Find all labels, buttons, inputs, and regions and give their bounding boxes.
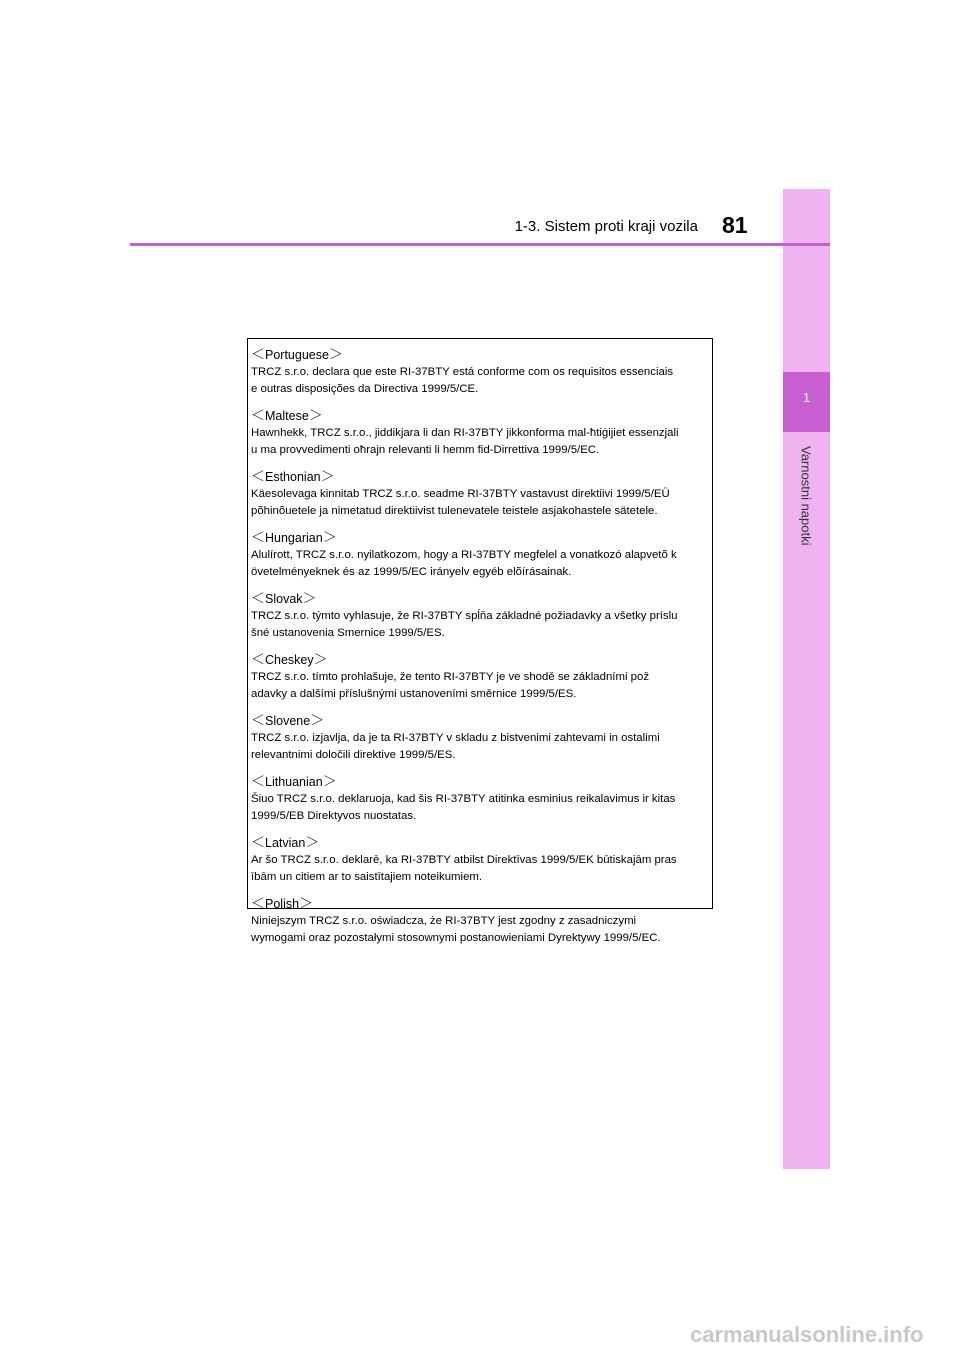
language-heading: ＜Portuguese＞ [251, 346, 343, 362]
declaration-entry [251, 345, 712, 398]
declaration-line: Niniejszym TRCZ s.r.o. oświadcza, że RI-37BTY jest zgodny z zasadniczymi [251, 915, 637, 927]
declaration-entry [251, 833, 712, 886]
language-heading: ＜Maltese＞ [251, 407, 323, 423]
language-heading: ＜Lithuanian＞ [251, 773, 337, 789]
declaration-line: TRCZ s.r.o. declara que este RI-37BTY está conforme com os requisitos essenciais [251, 366, 674, 378]
declaration-line: TRCZ s.r.o. týmto vyhlasuje, že RI-37BTY spĺňa základné požiadavky a všetky príslu [251, 610, 678, 622]
language-heading: ＜Cheskey＞ [251, 651, 328, 667]
declaration-entry [251, 467, 712, 520]
declaration-line: ībām un citiem ar to saistītajiem noteikumiem. [251, 871, 483, 883]
language-heading: ＜Esthonian＞ [251, 468, 335, 484]
declaration-line: övetelményeknek és az 1999/5/EC irányelv egyéb elõírásainak. [251, 566, 572, 578]
watermark-text: carmanualsonline.info [690, 1322, 924, 1347]
language-heading: ＜Slovak＞ [251, 590, 317, 606]
declaration-line: e outras disposições da Directiva 1999/5/CE. [251, 383, 479, 395]
declaration-line: Alulírott, TRCZ s.r.o. nyilatkozom, hogy a RI-37BTY megfelel a vonatkozó alapvetõ k [251, 549, 677, 561]
chapter-side-tab [783, 189, 830, 1169]
declaration-line: u ma provvedimenti oħrajn relevanti li hemm fid-Dirrettiva 1999/5/EC. [251, 444, 600, 456]
declaration-line: Šiuo TRCZ s.r.o. deklaruoja, kad šis RI-37BTY atitinka esminius reikalavimus ir kitas [251, 793, 676, 805]
declaration-line: põhinõuetele ja nimetatud direktiivist tulenevatele teistele asjakohastele sätetele. [251, 505, 658, 517]
declaration-line: Hawnhekk, TRCZ s.r.o., jiddikjara li dan RI-37BTY jikkonforma mal-ħtiġijiet essenzjali [251, 427, 679, 439]
declaration-entry [251, 894, 712, 947]
declaration-line: Ar šo TRCZ s.r.o. deklarē, ka RI-37BTY atbilst Direktīvas 1999/5/EK būtiskajām pras [251, 854, 677, 866]
declaration-entry [251, 711, 712, 764]
chapter-title: Varnostni napotki [798, 446, 814, 546]
language-heading: ＜Hungarian＞ [251, 529, 337, 545]
chapter-number: 1 [802, 390, 811, 405]
declaration-line: TRCZ s.r.o. izjavlja, da je ta RI-37BTY v skladu z bistvenimi zahtevami in ostalimi [251, 732, 660, 744]
language-heading: ＜Latvian＞ [251, 834, 320, 850]
declaration-line: TRCZ s.r.o. tímto prohlašuje, že tento RI-37BTY je ve shodě se základními pož [251, 671, 650, 683]
declaration-entry [251, 406, 712, 459]
declaration-line: adavky a dalšími příslušnými ustanoveními směrnice 1999/5/ES. [251, 688, 577, 700]
language-heading: ＜Slovene＞ [251, 712, 325, 728]
declaration-line: wymogami oraz pozostałymi stosownymi postanowieniami Dyrektywy 1999/5/EC. [251, 932, 661, 944]
declaration-entry [251, 528, 712, 581]
header-divider [130, 243, 830, 246]
declaration-line: Käesolevaga kinnitab TRCZ s.r.o. seadme RI-37BTY vastavust direktiivi 1999/5/EÜ [251, 488, 670, 500]
declaration-entry [251, 650, 712, 703]
declaration-line: relevantnimi določili direktive 1999/5/ES. [251, 749, 456, 761]
page-number: 81 [722, 212, 748, 238]
declaration-entry [251, 589, 712, 642]
declaration-box [247, 338, 713, 944]
declaration-line: 1999/5/EB Direktyvos nuostatas. [251, 810, 417, 822]
declaration-line: šné ustanovenia Smernice 1999/5/ES. [251, 627, 445, 639]
declaration-entry [251, 772, 712, 825]
language-heading: ＜Polish＞ [251, 895, 314, 911]
section-title: 1-3. Sistem proti kraji vozila [514, 218, 698, 235]
